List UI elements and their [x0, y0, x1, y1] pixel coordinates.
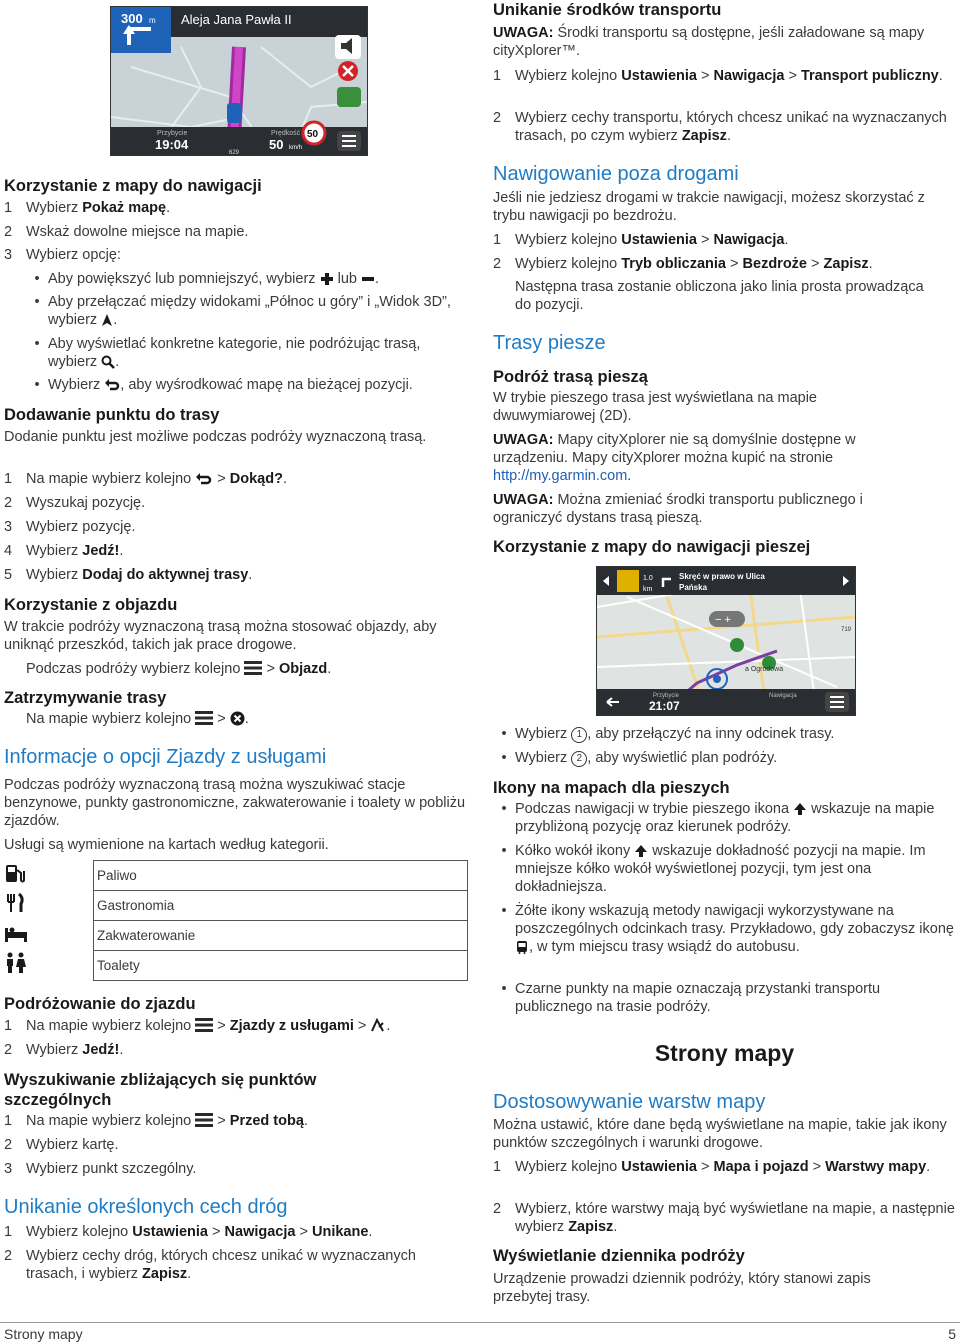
transit-step-2: 2 Wybierz cechy transportu, których chcesz unikać na wyznaczanych trasach, po czym wybierz Zapisz. — [493, 110, 947, 144]
callout-1-icon: 1 — [571, 727, 587, 743]
arrival-time: 19:04 — [155, 137, 189, 152]
heading-offroad: Nawigowanie poza drogami — [493, 163, 739, 185]
transit-step-1: 1 Wybierz kolejno Ustawienia > Nawigacja > Transport publiczny. — [493, 68, 943, 84]
svg-text:Przybycie: Przybycie — [653, 693, 680, 699]
heading-exit-services: Informacje o opcji Zjazdy z usługami — [4, 746, 327, 768]
add-step-1: 1 Na mapie wybierz kolejno > Dokąd?. — [4, 471, 287, 487]
exit-services-icon — [370, 1018, 386, 1033]
menu-icon — [195, 1113, 213, 1127]
detour-text: W trakcie podróży wyznaczoną trasą można stosować objazdy, aby uniknąć przeszkód, takich jak prace drogowe. — [4, 619, 437, 653]
navigation-map-screenshot — [110, 6, 368, 156]
heading-map-navigation: Korzystanie z mapy do nawigacji — [4, 177, 262, 195]
heading-travel-exit: Podróżowanie do zjazdu — [4, 995, 196, 1013]
avoid-step-1: 1 Wybierz kolejno Ustawienia > Nawigacja > Unikane. — [4, 1224, 373, 1240]
layers-step-2: 2 Wybierz, które warstwy mają być wyświetlane na mapie, a następnie wybierz Zapisz. — [493, 1201, 955, 1235]
maneuver-distance: 300 — [121, 11, 143, 26]
offroad-step-2: 2 Wybierz kolejno Tryb obliczania > Bezdroże > Zapisz. — [493, 256, 873, 272]
vehicle-icon — [227, 103, 241, 123]
cancel-icon — [230, 711, 245, 726]
heading-walking-icons: Ikony na mapach dla pieszych — [493, 779, 730, 797]
back-icon — [195, 472, 213, 486]
heading-walking-routes: Trasy piesze — [493, 332, 606, 354]
offroad-step-1: 1 Wybierz kolejno Ustawienia > Nawigacja. — [493, 232, 789, 248]
footer-divider — [0, 1322, 960, 1323]
menu-icon — [195, 711, 213, 725]
food-icon — [4, 892, 26, 914]
chapter-title: Strony mapy — [654, 1040, 795, 1066]
layers-step-1: 1 Wybierz kolejno Ustawienia > Mapa i pojazd > Warstwy mapy. — [493, 1159, 931, 1175]
map-render — [111, 7, 367, 155]
table-row: Zakwaterowanie — [4, 921, 468, 951]
travel-step-2: 2 Wybierz Jedź!. — [4, 1042, 124, 1058]
poi-step-2: 2 Wybierz kartę. — [4, 1137, 119, 1153]
svg-text:− +: − + — [715, 614, 731, 626]
add-step-3: 3 Wybierz pozycję. — [4, 519, 136, 535]
fuel-icon — [4, 862, 26, 884]
add-step-5: 5 Wybierz Dodaj do aktywnej trasy. — [4, 567, 253, 583]
transit-note: UWAGA: Środki transportu są dostępne, jeśli załadowane są mapy cityXplorer™. — [493, 25, 925, 59]
restroom-icon — [4, 952, 28, 974]
heading-detour: Korzystanie z objazdu — [4, 596, 178, 614]
svg-text:a Ogrodowa: a Ogrodowa — [745, 666, 784, 673]
exit-text-2: Usługi są wymienione na kartach według kategorii. — [4, 837, 329, 853]
search-icon — [101, 355, 115, 369]
svg-text:629: 629 — [229, 150, 240, 155]
table-row: Paliwo — [4, 861, 468, 891]
svg-text:km: km — [643, 586, 653, 593]
services-table — [4, 860, 468, 981]
table-row: Gastronomia — [4, 891, 468, 921]
step-1: 1 Wybierz Pokaż mapę. — [4, 200, 171, 216]
stop-step: Na mapie wybierz kolejno > . — [26, 711, 249, 727]
offroad-text: Jeśli nie jedziesz drogami w trakcie nawigacji, możesz skorzystać z trybu nawigacji po bezdrożu. — [493, 190, 925, 224]
svg-text:719: 719 — [841, 627, 852, 633]
heading-upcoming-poi: Wyszukiwanie zbliżających się punktów szczególnych — [4, 1071, 317, 1109]
svg-text:Nawigacja: Nawigacja — [769, 693, 797, 699]
heading-trip-log: Wyświetlanie dziennika podróży — [493, 1247, 745, 1265]
detour-step: Podczas podróży wybierz kolejno > Objazd. — [26, 661, 332, 677]
walking-map-screenshot — [596, 566, 856, 716]
poi-step-1: 1 Na mapie wybierz kolejno > Przed tobą. — [4, 1113, 308, 1129]
detour-icon[interactable] — [337, 87, 361, 107]
heading-walking-map: Korzystanie z mapy do nawigacji pieszej — [493, 538, 811, 556]
walking-note-1: UWAGA: Mapy cityXplorer nie są domyślnie dostępne w urządzeniu. Mapy cityXplorer można kupić na stronie http://my.garmin.com. — [493, 432, 856, 484]
exit-text: Podczas podróży wyznaczoną trasą można wyszukiwać stacje benzynowe, punkty gastronomiczne, zakwaterowanie i toalety w pobliżu zjazdów. — [4, 777, 466, 829]
step-3: 3 Wybierz opcję: — [4, 247, 121, 263]
bullet-categories: • Aby wyświetlać konkretne kategorie, nie podróżując trasą, wybierz . — [34, 336, 421, 370]
arrival-time: 21:07 — [649, 699, 680, 713]
poi-step-3: 3 Wybierz punkt szczególny. — [4, 1161, 197, 1177]
add-intro: Dodanie punktu jest możliwe podczas podróży wyznaczoną trasą. — [4, 429, 427, 445]
compass-arrow-icon — [101, 313, 113, 327]
walking-text: W trybie pieszego trasa jest wyświetlana na mapie dwuwymiarowej (2D). — [493, 390, 817, 424]
walker-arrow-icon — [634, 844, 648, 858]
layers-text: Można ustawić, które dane będą wyświetlane na mapie, takie jak ikony punktów szczególnych i warunki drogowe. — [493, 1117, 947, 1151]
avoid-step-2: 2 Wybierz cechy dróg, których chcesz unikać w wyznaczanych trasach, i wybierz Zapisz. — [4, 1248, 416, 1282]
zoom-in-icon — [320, 272, 334, 286]
walk-map-bullet-2: • Wybierz 2 , aby wyświetlić plan podróży. — [501, 750, 778, 766]
add-step-4: 4 Wybierz Jedź!. — [4, 543, 124, 559]
svg-text:Prędkość: Prędkość — [271, 130, 301, 137]
svg-text:1.0: 1.0 — [643, 575, 653, 582]
walk-map-bullet-1: • Wybierz 1 , aby przełączyć na inny odcinek trasy. — [501, 726, 835, 742]
instruction-text: Skręć w prawo w Ulica Pańska — [679, 572, 765, 592]
heading-map-layers: Dostosowywanie warstw mapy — [493, 1091, 766, 1113]
zoom-out-icon — [361, 272, 375, 286]
trip-log-text: Urządzenie prowadzi dziennik podróży, który stanowi zapis przebytej trasy. — [493, 1271, 871, 1305]
bullet-view: • Aby przełączać między widokami „Północ u góry” i „Widok 3D”, wybierz . — [34, 294, 451, 328]
street-name: Aleja Jana Pawła II — [181, 12, 292, 27]
svg-text:Przybycie: Przybycie — [157, 130, 188, 137]
page-number: 5 — [948, 1326, 956, 1342]
footer-section: Strony mapy — [4, 1326, 83, 1342]
offroad-note: Następna trasa zostanie obliczona jako linia prosta prowadząca do pozycji. — [515, 279, 924, 313]
callout-2-icon: 2 — [571, 751, 587, 767]
svg-text:m: m — [149, 16, 156, 25]
walk-icon-bullet-2: • Kółko wokół ikony wskazuje dokładność pozycji na mapie. Im mniejsze kółko wokół wyświetlonej pozycji, tym jest ona dokładniejsza. — [501, 843, 926, 895]
bullet-center: • Wybierz , aby wyśrodkować mapę na bieżącej pozycji. — [34, 377, 413, 393]
menu-icon — [244, 661, 262, 675]
walker-position-icon — [713, 675, 721, 683]
back-icon — [104, 378, 120, 392]
travel-step-1: 1 Na mapie wybierz kolejno > Zjazdy z usługami > . — [4, 1018, 391, 1034]
menu-icon — [195, 1018, 213, 1032]
svg-text:50: 50 — [307, 129, 319, 140]
walk-icon-bullet-1: • Podczas nawigacji w trybie pieszego ikona wskazuje na mapie przybliżoną pozycję oraz kierunek podróży. — [501, 801, 935, 835]
heading-stop-route: Zatrzymywanie trasy — [4, 689, 167, 707]
svg-text:km/h: km/h — [289, 145, 303, 151]
heading-avoid-transit: Unikanie środków transportu — [493, 1, 722, 19]
lodging-icon — [4, 922, 28, 944]
heading-add-point: Dodawanie punktu do trasy — [4, 406, 220, 424]
garmin-link[interactable]: http://my.garmin.com — [493, 468, 628, 484]
walking-note-2: UWAGA: Można zmieniać środki transportu publicznego i ograniczyć dystans trasą pieszą. — [493, 492, 863, 526]
table-row: Toalety — [4, 951, 468, 981]
add-step-2: 2 Wyszukaj pozycję. — [4, 495, 146, 511]
walking-map-render — [597, 567, 855, 715]
heading-walking-route: Podróż trasą pieszą — [493, 368, 648, 386]
heading-avoid-features: Unikanie określonych cech dróg — [4, 1196, 288, 1218]
bullet-zoom: • Aby powiększyć lub pomniejszyć, wybierz lub . — [34, 271, 380, 287]
current-speed: 50 — [269, 137, 284, 152]
step-2: 2 Wskaż dowolne miejsce na mapie. — [4, 224, 249, 240]
walker-arrow-icon — [793, 802, 807, 816]
walk-icon-bullet-4: • Czarne punkty na mapie oznaczają przystanki transportu publicznego na trasie podróży. — [501, 981, 881, 1015]
walk-mode-icon — [617, 570, 639, 592]
bus-icon — [515, 940, 529, 954]
walk-icon-bullet-3: • Żółte ikony wskazują metody nawigacji wykorzystywane na poszczególnych odcinkach trasy. Przykładowo, gdy zobaczysz ikonę , w tym miejscu trasy wsiądź do autobusu. — [501, 903, 954, 955]
